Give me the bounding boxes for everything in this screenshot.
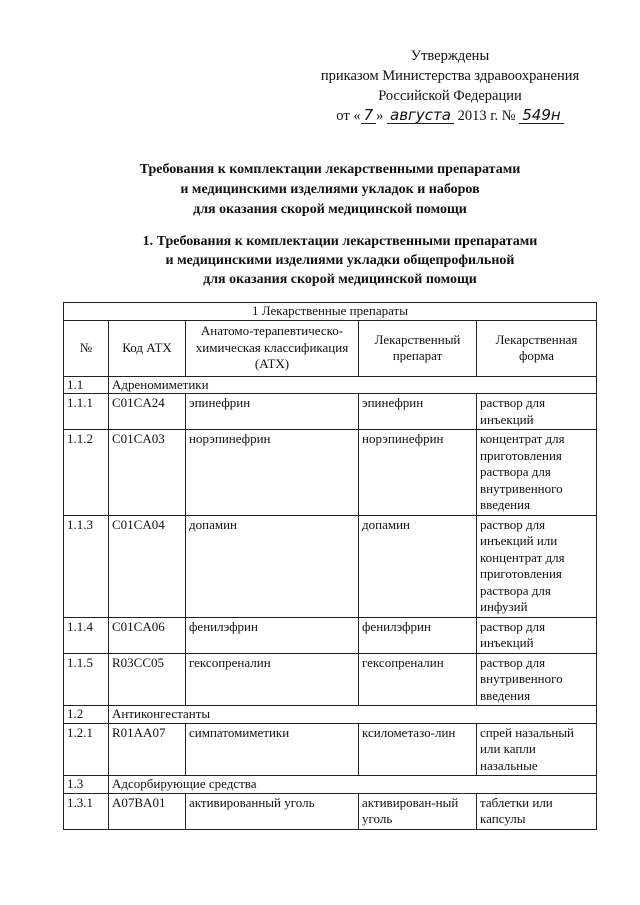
table-row [64, 617, 597, 653]
row-atx-class: симпатомиметики [186, 723, 359, 776]
row-drug: допамин [359, 515, 477, 617]
row-num: 1.3.1 [64, 793, 109, 829]
table-caption-row [64, 303, 597, 321]
row-atx-class: допамин [186, 515, 359, 617]
row-atx-code: C01CA04 [109, 515, 186, 617]
order-number: 549н [519, 107, 563, 124]
table-row [64, 653, 597, 706]
title-line-1: Требования к комплектации лекарственными препаратами [139, 162, 521, 177]
approval-date-line [300, 106, 600, 126]
category-num: 1.3 [64, 776, 109, 794]
date-quote-close: » [376, 108, 384, 124]
row-atx-code: C01CA06 [109, 617, 186, 653]
approval-block [300, 46, 600, 126]
row-atx-code: R03CC05 [109, 653, 186, 706]
header-atx-class: Анатомо-терапевтическо-химическая классификация (АТХ) [186, 320, 359, 376]
category-name: Антиконгестанты [109, 706, 597, 724]
row-num: 1.2.1 [64, 723, 109, 776]
date-year: 2013 г. № [457, 108, 516, 124]
row-drug: норэпинефрин [359, 430, 477, 516]
row-num: 1.1.3 [64, 515, 109, 617]
table-caption: 1 Лекарственные препараты [64, 303, 597, 321]
row-atx-class: гексопреналин [186, 653, 359, 706]
section-heading [80, 232, 600, 289]
row-drug: гексопреналин [359, 653, 477, 706]
row-drug: эпинефрин [359, 394, 477, 430]
row-form: концентрат для приготовления раствора для внутривенного введения [477, 430, 597, 516]
row-form: раствор для внутривенного введения [477, 653, 597, 706]
document-title [60, 160, 600, 220]
header-num: № [64, 320, 109, 376]
category-row [64, 706, 597, 724]
row-drug: ксилометазо-лин [359, 723, 477, 776]
title-line-3: для оказания скорой медицинской помощи [193, 202, 467, 217]
row-atx-class: фенилэфрин [186, 617, 359, 653]
category-num: 1.2 [64, 706, 109, 724]
approval-line-1: Утверждены [410, 48, 490, 64]
row-atx-code: C01CA03 [109, 430, 186, 516]
row-atx-class: эпинефрин [186, 394, 359, 430]
header-atx-code: Код АТХ [109, 320, 186, 376]
row-atx-class: норэпинефрин [186, 430, 359, 516]
category-row [64, 376, 597, 394]
row-atx-code: C01CA24 [109, 394, 186, 430]
approval-line-2: приказом Министерства здравоохранения [320, 68, 580, 84]
section-line-2: и медицинскими изделиями укладки общепрофильной [165, 253, 515, 268]
row-form: таблетки или капсулы [477, 793, 597, 829]
table-row [64, 394, 597, 430]
section-line-1: 1. Требования к комплектации лекарственными препаратами [142, 234, 538, 249]
date-month: августа [387, 107, 454, 124]
approval-line-3: Российской Федерации [378, 88, 522, 104]
category-name: Адсорбирующие средства [109, 776, 597, 794]
row-drug: активирован-ный уголь [359, 793, 477, 829]
table-row [64, 515, 597, 617]
category-num: 1.1 [64, 376, 109, 394]
table-row [64, 723, 597, 776]
section-line-3: для оказания скорой медицинской помощи [203, 272, 477, 287]
row-form: раствор для инъекций [477, 394, 597, 430]
header-form: Лекарственная форма [477, 320, 597, 376]
row-form: спрей назальный или капли назальные [477, 723, 597, 776]
row-atx-code: A07BA01 [109, 793, 186, 829]
row-form: раствор для инъекций или концентрат для приготовления раствора для инфузий [477, 515, 597, 617]
medications-table [63, 302, 597, 830]
row-drug: фенилэфрин [359, 617, 477, 653]
title-line-2: и медицинскими изделиями укладок и наборов [180, 182, 480, 197]
row-atx-class: активированный уголь [186, 793, 359, 829]
row-num: 1.1.5 [64, 653, 109, 706]
row-num: 1.1.1 [64, 394, 109, 430]
date-prefix: от « [336, 108, 361, 124]
table-header-row [64, 320, 597, 376]
row-atx-code: R01AA07 [109, 723, 186, 776]
row-num: 1.1.4 [64, 617, 109, 653]
header-drug: Лекарственный препарат [359, 320, 477, 376]
category-row [64, 776, 597, 794]
row-num: 1.1.2 [64, 430, 109, 516]
row-form: раствор для инъекций [477, 617, 597, 653]
table-row [64, 430, 597, 516]
category-name: Адреномиметики [109, 376, 597, 394]
date-day: 7 [361, 107, 377, 124]
table-row [64, 793, 597, 829]
